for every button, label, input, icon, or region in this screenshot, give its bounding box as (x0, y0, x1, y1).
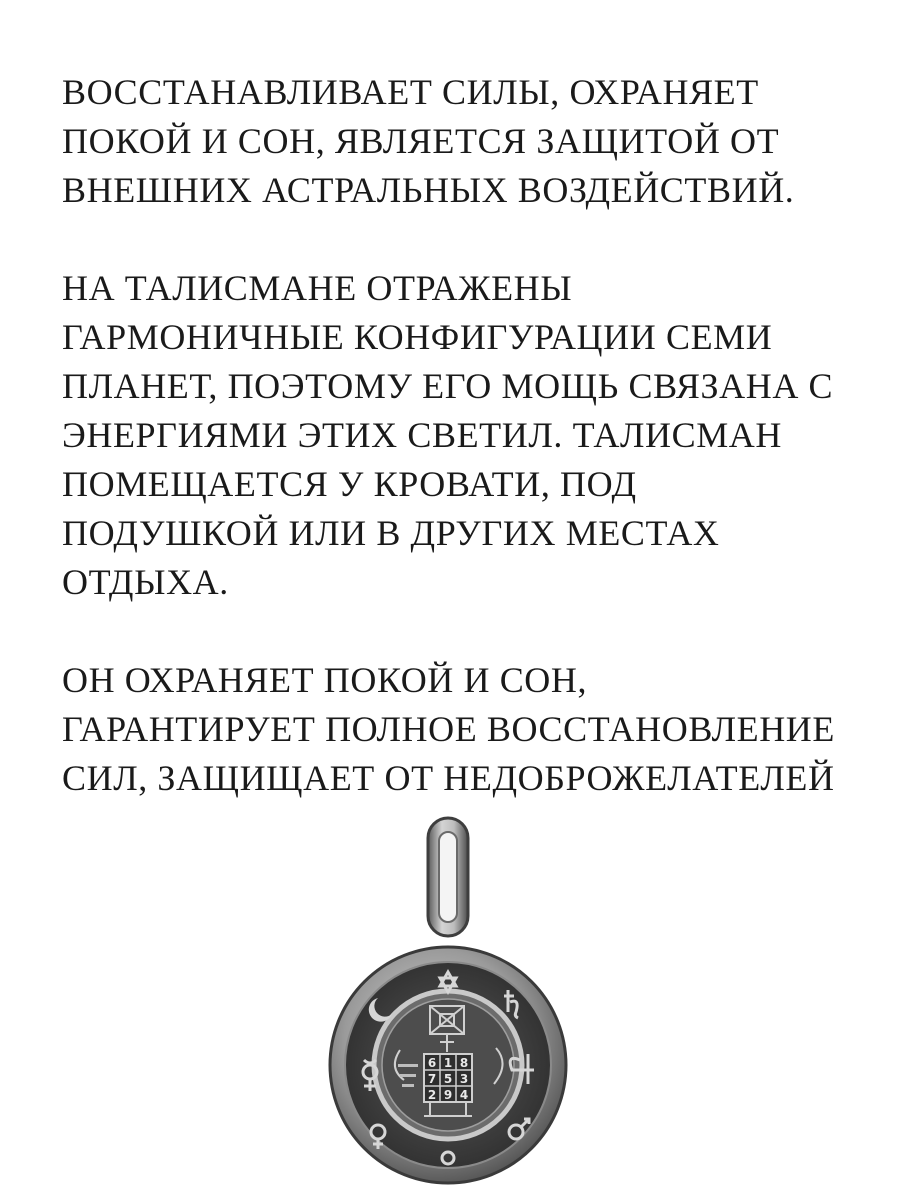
text-line: ПЛАНЕТ, ПОЭТОМУ ЕГО МОЩЬ СВЯЗАНА С (62, 366, 834, 406)
text-line: ГАРМОНИЧНЫЕ КОНФИГУРАЦИИ СЕМИ (62, 317, 773, 357)
paragraph-restores-strength (62, 68, 862, 215)
talisman-pendant-image (300, 810, 580, 1200)
text-line: ОТДЫХА. (62, 562, 229, 602)
text-line: ЭНЕРГИЯМИ ЭТИХ СВЕТИЛ. ТАЛИСМАН (62, 415, 783, 455)
paragraph-planet-configurations (62, 264, 862, 607)
text-line: ПОМЕЩАЕТСЯ У КРОВАТИ, ПОД (62, 464, 637, 504)
text-line: НА ТАЛИСМАНЕ ОТРАЖЕНЫ (62, 268, 573, 308)
text-line: ПОДУШКОЙ ИЛИ В ДРУГИХ МЕСТАХ (62, 513, 720, 553)
text-line: ВОССТАНАВЛИВАЕТ СИЛЫ, ОХРАНЯЕТ (62, 72, 759, 112)
paragraph-guards-rest (62, 656, 862, 803)
description-text (62, 68, 862, 852)
text-line: ГАРАНТИРУЕТ ПОЛНОЕ ВОССТАНОВЛЕНИЕ (62, 709, 835, 749)
grid-number: 6 (427, 1056, 437, 1070)
grid-number: 1 (443, 1056, 453, 1070)
pendant-bail (428, 818, 468, 936)
grid-number: 9 (443, 1088, 453, 1102)
text-line: СИЛ, ЗАЩИЩАЕТ ОТ НЕДОБРОЖЕЛАТЕЛЕЙ (62, 758, 835, 798)
text-line: ОН ОХРАНЯЕТ ПОКОЙ И СОН, (62, 660, 588, 700)
text-line: ПОКОЙ И СОН, ЯВЛЯЕТСЯ ЗАЩИТОЙ ОТ (62, 121, 780, 161)
grid-number: 7 (427, 1072, 437, 1086)
pendant-illustration (300, 810, 580, 1200)
grid-number: 5 (443, 1072, 453, 1086)
grid-number: 8 (459, 1056, 469, 1070)
grid-number: 2 (427, 1088, 437, 1102)
grid-number: 4 (459, 1088, 469, 1102)
text-line: ВНЕШНИХ АСТРАЛЬНЫХ ВОЗДЕЙСТВИЙ. (62, 170, 795, 210)
grid-number: 3 (459, 1072, 469, 1086)
